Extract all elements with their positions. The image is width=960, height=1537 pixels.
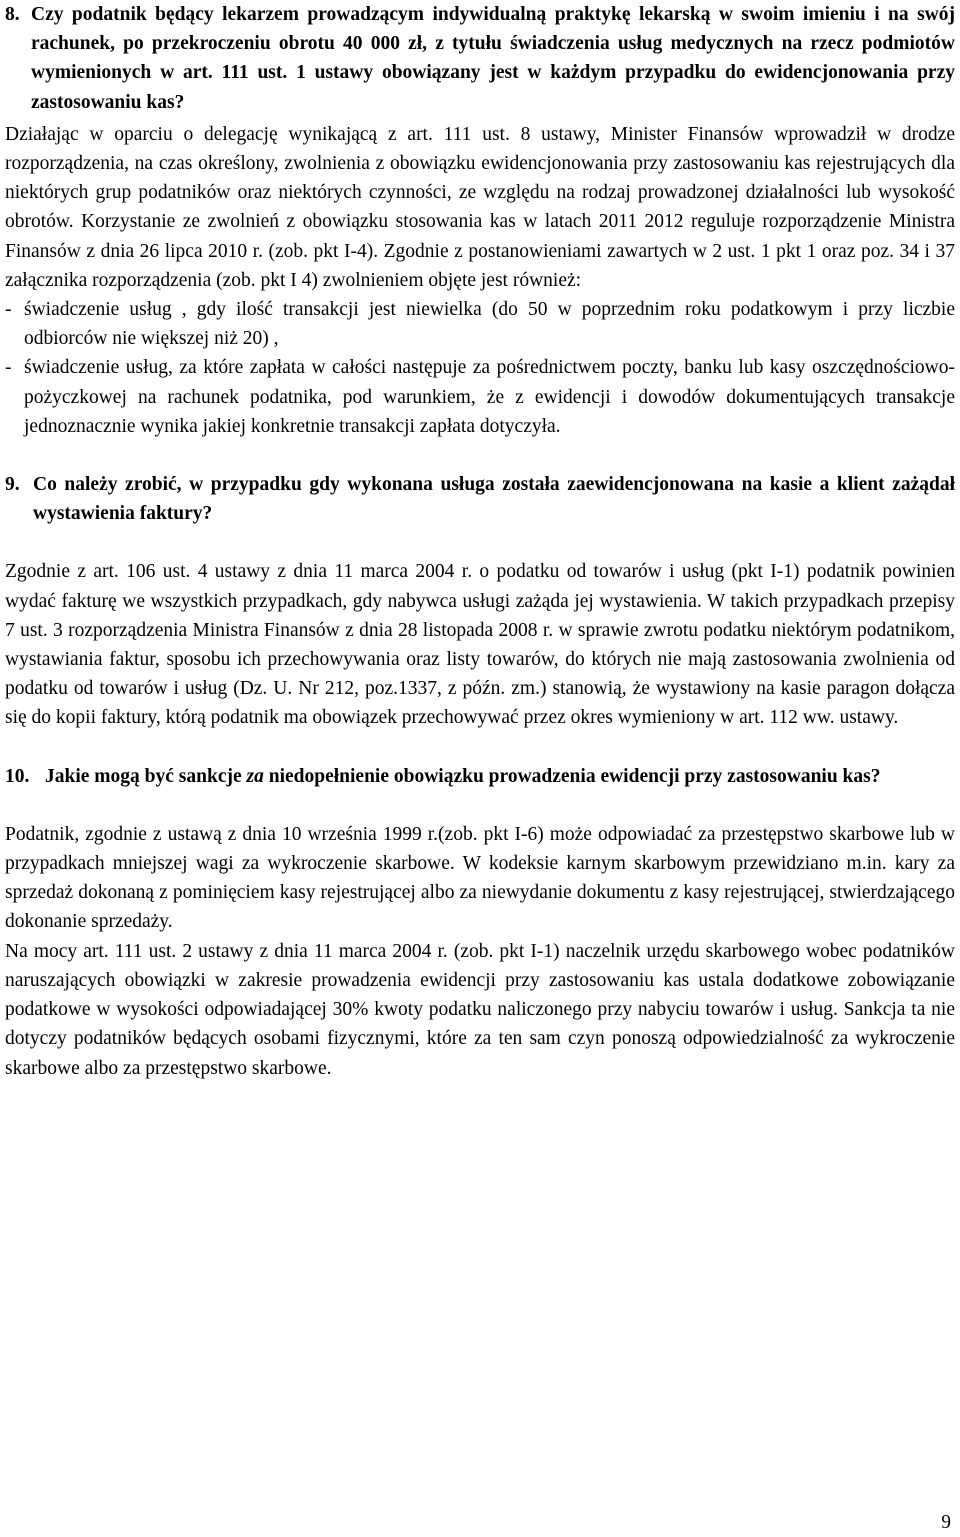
answer-paragraph: Zgodnie z art. 106 ust. 4 ustawy z dnia 11 marca 2004 r. o podatku od towarów i usług (pkt I-1) podatnik powinien wydać fakturę we wszystkich przypadkach, gdy nabywca usługi zażąda jej wystawienia. W takich przypadkach przepisy 7 ust. 3 rozporządzenia Ministra Finansów z dnia 28 listopada 2008 r. w sprawie zwrotu podatku niektórym podatnikom, wystawiania faktur, sposobu ich przechowywania oraz listy towarów, do których nie mają zastosowania zwolnienia od podatku od towarów i usług (Dz. U. Nr 212, poz.1337, z późn. zm.) stanowią, że wystawiony na kasie paragon dołącza się do kopii faktury, którą podatnik ma obowiązek przechowywać przez okres wymieniony w art. 112 ww. ustawy. (5, 561, 955, 729)
question-text (45, 762, 955, 791)
list-item-text: świadczenie usług , gdy ilość transakcji jest niewielka (do 50 w poprzednim roku podatkowym i przy liczbie odbiorców nie większej niż 20) , (24, 299, 955, 350)
question-text-part: Jakie mogą być sankcje (45, 765, 247, 787)
page-content (5, 0, 955, 1083)
question-number: 8. (5, 4, 20, 25)
spacer (5, 528, 955, 557)
list-dash: - (5, 357, 12, 379)
question-number: 10. (5, 765, 30, 787)
question-text-italic: za (246, 765, 264, 787)
question-text: Co należy zrobić, w przypadku gdy wykonana usługa została zaewidencjonowana na kasie a klient zażądał wystawienia faktury? (33, 474, 955, 525)
question-9 (5, 470, 955, 528)
list-dash: - (5, 299, 12, 321)
spacer (5, 791, 955, 820)
spacer (5, 733, 955, 762)
list-item (5, 295, 955, 353)
question-8 (5, 0, 955, 117)
list-item (5, 353, 955, 441)
list-item-text: świadczenie usług, za które zapłata w całości następuje za pośrednictwem poczty, banku lub kasy oszczędnościowo-pożyczkowej na rachunek podatnika, pod warunkiem, że z ewidencji i dowodów dokumentujących transakcje jednoznacznie wynika jakiej konkretnie transakcji zapłata dotyczyła. (24, 357, 955, 437)
question-number: 9. (5, 474, 20, 496)
answer-paragraph: Podatnik, zgodnie z ustawą z dnia 10 września 1999 r.(zob. pkt I-6) może odpowiadać za przestępstwo skarbowe lub w przypadkach mniejszej wagi za wykroczenie skarbowe. W kodeksie karnym skarbowym przewidziano m.in. kary za sprzedaż dokonaną z pominięciem kasy rejestrującej albo za niewydanie dokumentu z kasy rejestrującej, stwierdzającego dokonanie sprzedaży. (5, 823, 955, 933)
question-10 (5, 762, 955, 791)
answer-paragraph: Na mocy art. 111 ust. 2 ustawy z dnia 11 marca 2004 r. (zob. pkt I-1) naczelnik urzędu skarbowego wobec podatników naruszających obowiązki w zakresie prowadzenia ewidencji przy zastosowaniu kas ustala dodatkowe zobowiązanie podatkowe w wysokości odpowiadającej 30% kwoty podatku naliczonego przy nabyciu towarów i usług. Sankcja ta nie dotyczy podatników będących osobami fizycznymi, które za ten sam czyn ponoszą odpowiedzialność za wykroczenie skarbowe albo za przestępstwo skarbowe. (5, 940, 955, 1079)
page-number: 9 (941, 1512, 951, 1533)
answer-paragraph: Działając w oparciu o delegację wynikającą z art. 111 ust. 8 ustawy, Minister Finansów wprowadził w drodze rozporządzenia, na czas określony, zwolnienia z obowiązku ewidencjonowania przy zastosowaniu kas rejestrujących dla niektórych grup podatników oraz niektórych czynności, ze względu na rodzaj prowadzonej działalności lub wysokość obrotów. Korzystanie ze zwolnień z obowiązku stosowania kas w latach 2011 2012 reguluje rozporządzenie Ministra Finansów z dnia 26 lipca 2010 r. (zob. pkt I-4). Zgodnie z postanowieniami zawartych w 2 ust. 1 pkt 1 oraz poz. 34 i 37 załącznika rozporządzenia (zob. pkt I 4) zwolnieniem objęte jest również: (5, 123, 955, 291)
question-text: Czy podatnik będący lekarzem prowadzącym indywidualną praktykę lekarską w swoim imieniu i na swój rachunek, po przekroczeniu obrotu 40 000 zł, z tytułu świadczenia usług medycznych na rzecz podmiotów wymienionych w art. 111 ust. 1 ustawy obowiązany jest w każdym przypadku do ewidencjonowania przy zastosowaniu kas? (31, 4, 955, 113)
question-text-part: niedopełnienie obowiązku prowadzenia ewidencji przy zastosowaniu kas? (263, 765, 881, 787)
spacer (5, 441, 955, 470)
